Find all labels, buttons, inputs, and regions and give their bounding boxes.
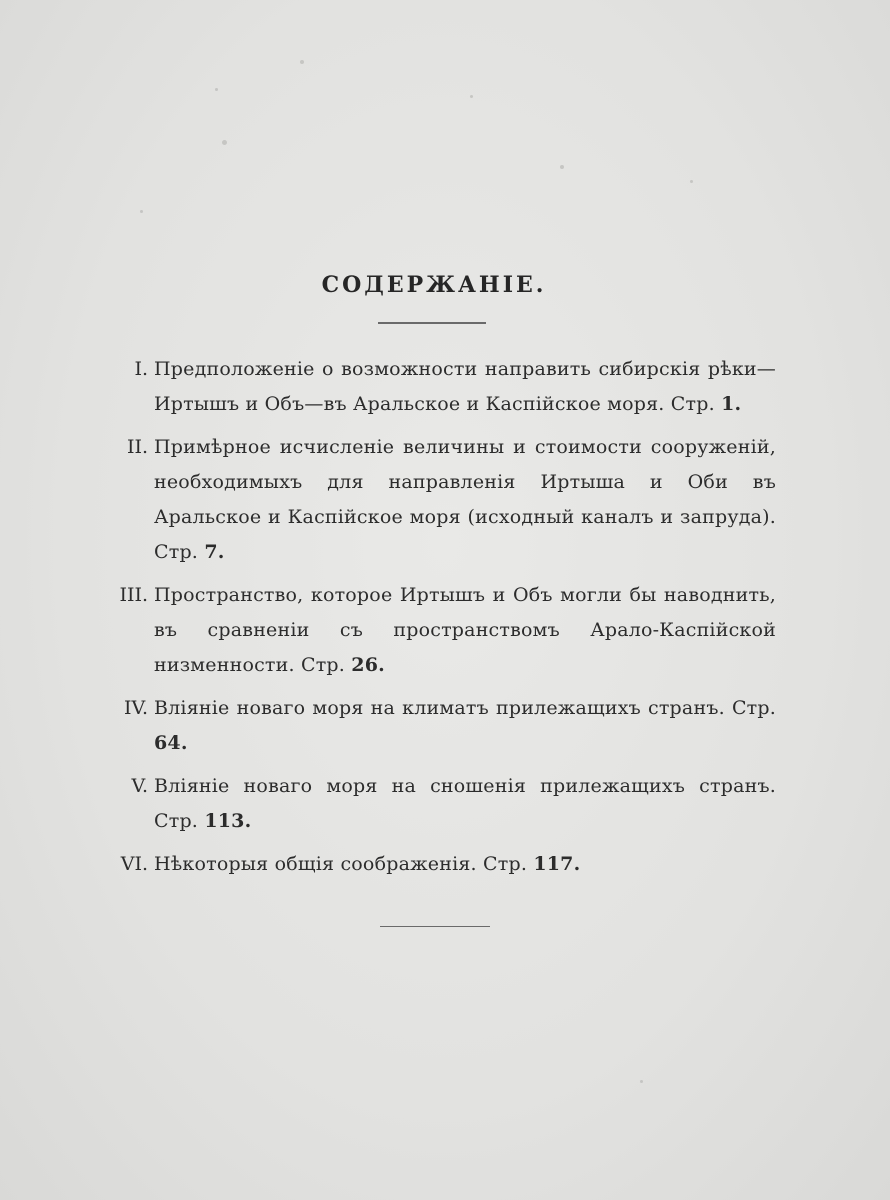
chapter-title-text: Примѣрное исчисленіе величины и стоимости сооруженій, необходимыхъ для направленія Иртыша и Оби въ Аральское и Каспійское моря (исходный каналъ и запруда). Стр. (154, 436, 776, 563)
chapter-title-text: Вліяніе новаго моря на климатъ прилежащихъ странъ. Стр. (154, 697, 776, 719)
paper-speck (560, 165, 564, 169)
toc-entry (96, 847, 776, 882)
chapter-number: I. (134, 358, 148, 380)
chapter-page: 113. (204, 810, 252, 832)
toc-entry (96, 691, 776, 761)
chapter-title (154, 352, 776, 422)
chapter-number: IV. (124, 697, 148, 719)
chapter-title-text: Предположеніе о возможности направить сибирскія рѣки— Иртышъ и Объ—въ Аральское и Каспійское моря. Стр. (154, 358, 776, 415)
chapter-number: VI. (120, 853, 148, 875)
chapter-number: V. (131, 775, 148, 797)
chapter-title (154, 430, 776, 570)
page-title: СОДЕРЖАНІЕ. (321, 272, 547, 298)
paper-speck (300, 60, 304, 64)
chapter-page: 26. (351, 654, 385, 676)
chapter-title-text: Пространство, которое Иртышъ и Объ могли бы наводнить, въ сравненіи съ пространствомъ Арало-Каспійской низменности. Стр. (154, 584, 776, 676)
chapter-page: 117. (533, 853, 581, 875)
paper-speck (690, 180, 693, 183)
chapter-title (154, 691, 776, 761)
paper-speck (640, 1080, 643, 1083)
paper-speck (215, 88, 218, 91)
toc-entry (96, 352, 776, 422)
toc-entry (96, 430, 776, 570)
chapter-title (154, 578, 776, 683)
chapter-title-text: Вліяніе новаго моря на сношенія прилежащихъ странъ. Стр. (154, 775, 776, 832)
chapter-title-text: Нѣкоторыя общія соображенія. Стр. (154, 853, 528, 875)
chapter-title (154, 769, 776, 839)
paper-speck (140, 210, 143, 213)
chapter-number: III. (119, 584, 148, 606)
chapter-page: 64. (154, 732, 188, 754)
paper-speck (222, 140, 227, 145)
chapter-page: 1. (721, 393, 742, 415)
toc-entry (96, 769, 776, 839)
chapter-page: 7. (204, 541, 225, 563)
end-rule (380, 926, 490, 927)
chapter-number: II. (126, 436, 148, 458)
toc-entry (96, 578, 776, 683)
paper-speck (470, 95, 473, 98)
title-rule (378, 322, 486, 324)
table-of-contents (96, 352, 776, 890)
chapter-title (154, 847, 776, 882)
